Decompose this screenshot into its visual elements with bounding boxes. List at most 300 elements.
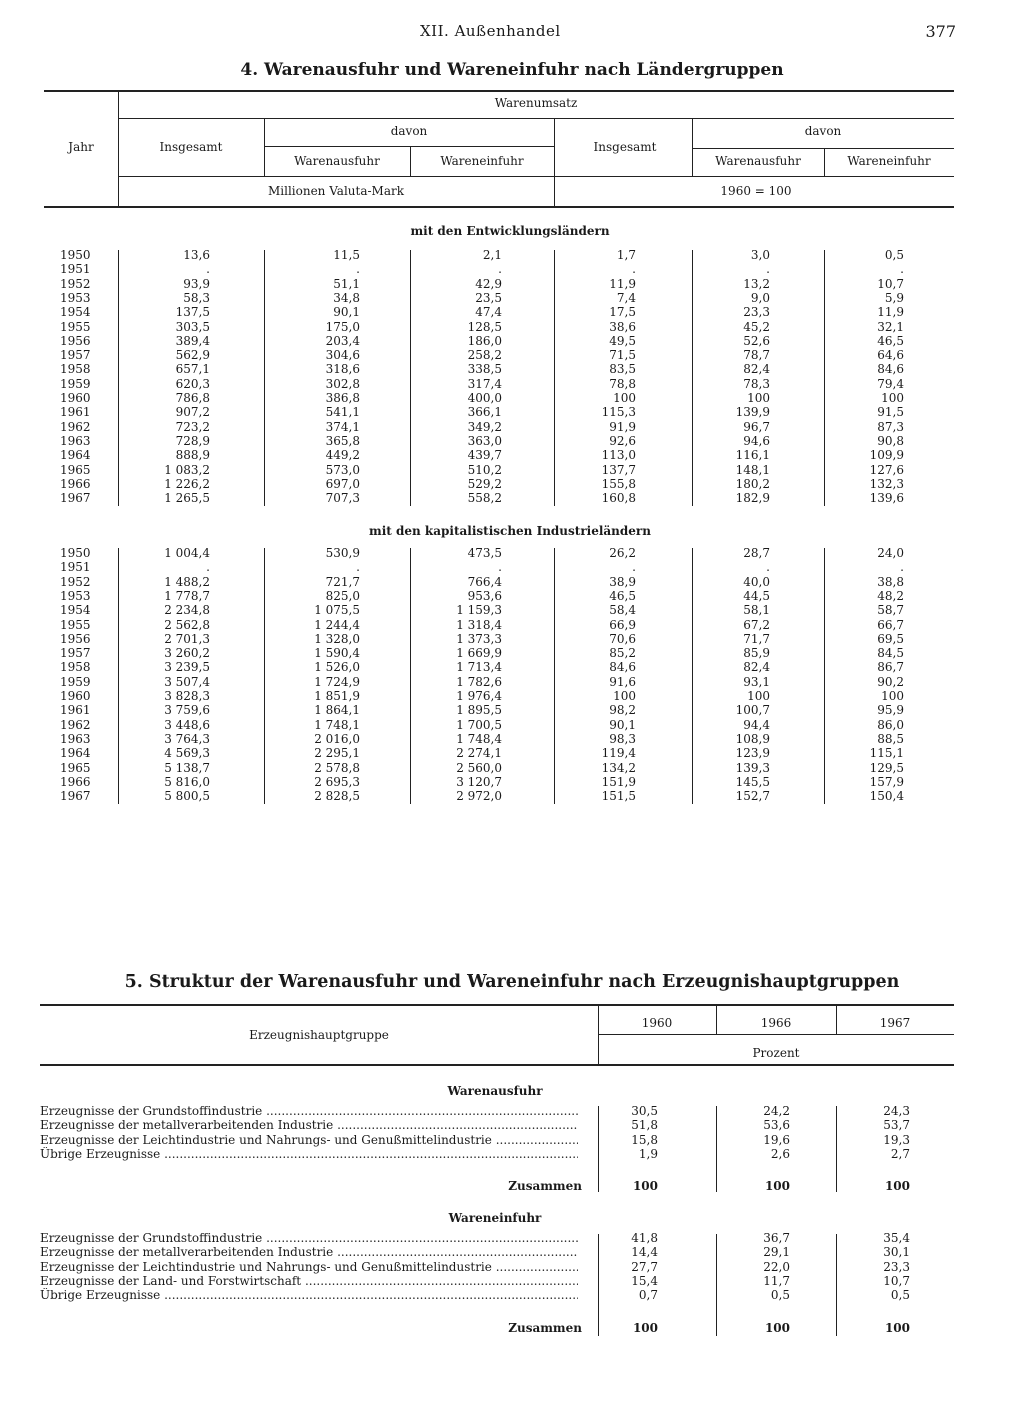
value-cell: 66,9 — [609, 617, 636, 632]
col-davon-left: davon — [390, 124, 428, 138]
value-cell: 58,1 — [743, 603, 770, 618]
value-cell: 100 — [747, 391, 770, 405]
value-cell: 13,2 — [743, 276, 770, 291]
value-cell: 98,3 — [609, 731, 636, 746]
value-cell: 530,9 — [325, 546, 360, 560]
section-warenausfuhr-title: Warenausfuhr — [447, 1084, 543, 1098]
value-cell: 127,6 — [869, 462, 904, 477]
year-cell: 1960 — [60, 391, 91, 405]
value-cell: 38,8 — [877, 574, 904, 589]
year-cell: 1952 — [60, 574, 91, 589]
value-cell: 1 244,4 — [314, 617, 360, 632]
value-cell: 49,5 — [609, 333, 636, 348]
table-row — [0, 362, 1024, 376]
year-cell: 1957 — [60, 646, 91, 661]
value-cell: 53,6 — [763, 1118, 790, 1133]
value-cell: 2 695,3 — [314, 774, 360, 789]
value-cell: 1 083,2 — [164, 462, 210, 477]
col-ausfuhr-right: Warenausfuhr — [715, 154, 801, 168]
value-cell: 1 318,4 — [456, 617, 502, 632]
value-cell: 3 764,3 — [164, 731, 210, 746]
table5-title: 5. Struktur der Warenausfuhr und Wareneinfuhr nach Erzeugnishauptgruppen — [124, 972, 900, 992]
table-row — [0, 675, 1024, 689]
value-cell: 620,3 — [175, 376, 210, 391]
table-row — [0, 420, 1024, 434]
value-cell: 1 748,1 — [314, 717, 360, 732]
value-cell: 90,1 — [333, 305, 360, 320]
value-cell: . — [632, 262, 636, 277]
value-cell: 139,3 — [735, 760, 770, 775]
group-label: Erzeugnisse der Leichtindustrie und Nahrungs- und Genußmittelindustrie ..... — [40, 1133, 578, 1147]
table-row — [0, 575, 1024, 589]
group-label: Erzeugnisse der metallverarbeitenden Industrie ..... — [40, 1118, 578, 1132]
total-label: Zusammen — [508, 1179, 582, 1193]
table-row — [0, 703, 1024, 717]
value-cell: 1 895,5 — [456, 703, 502, 718]
value-cell: 129,5 — [869, 760, 904, 775]
value-cell: 1 226,2 — [164, 476, 210, 491]
value-cell: 3 260,2 — [164, 646, 210, 661]
value-cell: 723,2 — [175, 419, 210, 434]
value-cell: 123,9 — [735, 746, 770, 761]
table-row — [0, 1288, 1024, 1302]
value-cell: 132,3 — [869, 476, 904, 491]
value-cell: 151,9 — [601, 774, 636, 789]
value-cell: 15,8 — [631, 1132, 658, 1147]
year-cell: 1950 — [60, 546, 91, 560]
value-cell: . — [498, 560, 502, 575]
value-cell: 1 778,7 — [164, 588, 210, 603]
year-cell: 1962 — [60, 717, 91, 732]
value-cell: 203,4 — [325, 333, 360, 348]
value-cell: 155,8 — [601, 476, 636, 491]
value-cell: 46,5 — [877, 333, 904, 348]
year-cell: 1966 — [60, 774, 91, 789]
table-row — [0, 291, 1024, 305]
value-cell: 19,6 — [763, 1132, 790, 1147]
table4-title: 4. Warenausfuhr und Wareneinfuhr nach Ländergruppen — [240, 60, 784, 80]
value-cell: 5 800,5 — [164, 789, 210, 804]
value-cell: 318,6 — [325, 362, 360, 377]
table-row — [0, 689, 1024, 703]
value-cell: 707,3 — [325, 491, 360, 506]
value-cell: . — [900, 262, 904, 277]
table-row — [0, 305, 1024, 319]
value-cell: . — [766, 560, 770, 575]
value-cell: 90,8 — [877, 433, 904, 448]
value-cell: 91,5 — [877, 405, 904, 420]
value-cell: 1 748,4 — [456, 731, 502, 746]
value-cell: 3 448,6 — [164, 717, 210, 732]
year-cell: 1952 — [60, 276, 91, 291]
value-cell: 84,5 — [877, 646, 904, 661]
value-cell: 786,8 — [175, 391, 210, 405]
value-cell: 1 724,9 — [314, 674, 360, 689]
value-cell: 24,3 — [883, 1104, 910, 1118]
value-cell: 150,4 — [869, 789, 904, 804]
value-cell: 728,9 — [175, 433, 210, 448]
col-jahr: Jahr — [68, 140, 94, 154]
value-cell: 697,0 — [325, 476, 360, 491]
value-cell: 100,7 — [735, 703, 770, 718]
group-label: Übrige Erzeugnisse ..... — [40, 1147, 578, 1161]
table-row — [0, 405, 1024, 419]
value-cell: 151,5 — [601, 789, 636, 804]
total-value: 100 — [764, 1179, 790, 1193]
value-cell: 473,5 — [467, 546, 502, 560]
value-cell: 4 569,3 — [164, 746, 210, 761]
year-cell: 1961 — [60, 405, 91, 420]
value-cell: 93,9 — [183, 276, 210, 291]
value-cell: 84,6 — [877, 362, 904, 377]
year-cell: 1967 — [60, 789, 91, 804]
value-cell: 1 700,5 — [456, 717, 502, 732]
value-cell: 2,6 — [770, 1146, 790, 1161]
year-cell: 1956 — [60, 333, 91, 348]
value-cell: 2 562,8 — [164, 617, 210, 632]
table-row — [0, 448, 1024, 462]
table-row — [0, 618, 1024, 632]
value-cell: 1,7 — [616, 248, 636, 262]
table-row — [0, 646, 1024, 660]
table-row — [0, 1260, 1024, 1274]
value-cell: 510,2 — [467, 462, 502, 477]
value-cell: 1 976,4 — [456, 689, 502, 703]
value-cell: 5 816,0 — [164, 774, 210, 789]
table-row — [0, 660, 1024, 674]
value-cell: 10,7 — [883, 1273, 910, 1288]
value-cell: 5,9 — [884, 290, 904, 305]
table-row — [0, 732, 1024, 746]
total-row — [0, 1179, 1024, 1193]
value-cell: 1 328,0 — [314, 631, 360, 646]
value-cell: 258,2 — [467, 348, 502, 363]
value-cell: 90,2 — [877, 674, 904, 689]
unit-prozent: Prozent — [752, 1046, 800, 1060]
total-value: 100 — [632, 1321, 658, 1335]
value-cell: 449,2 — [325, 448, 360, 463]
year-cell: 1959 — [60, 376, 91, 391]
value-cell: 304,6 — [325, 348, 360, 363]
year-cell: 1958 — [60, 362, 91, 377]
value-cell: 83,5 — [609, 362, 636, 377]
value-cell: 45,2 — [743, 319, 770, 334]
value-cell: 3 120,7 — [456, 774, 502, 789]
value-cell: 139,6 — [869, 491, 904, 506]
total-value: 100 — [884, 1179, 910, 1193]
value-cell: 3 759,6 — [164, 703, 210, 718]
value-cell: 1,9 — [638, 1146, 658, 1161]
value-cell: 1 488,2 — [164, 574, 210, 589]
group-label: Erzeugnisse der Grundstoffindustrie ..... — [40, 1231, 578, 1245]
value-cell: 88,5 — [877, 731, 904, 746]
value-cell: 338,5 — [467, 362, 502, 377]
table-row — [0, 277, 1024, 291]
value-cell: 34,8 — [333, 290, 360, 305]
value-cell: 145,5 — [735, 774, 770, 789]
value-cell: 148,1 — [735, 462, 770, 477]
value-cell: . — [632, 560, 636, 575]
year-cell: 1960 — [60, 689, 91, 703]
value-cell: 48,2 — [877, 588, 904, 603]
value-cell: 44,5 — [743, 588, 770, 603]
value-cell: 657,1 — [175, 362, 210, 377]
value-cell: 35,4 — [883, 1231, 910, 1245]
value-cell: 15,4 — [631, 1273, 658, 1288]
value-cell: 91,6 — [609, 674, 636, 689]
group-label: Erzeugnisse der Land- und Forstwirtschaft ..... — [40, 1274, 578, 1288]
col-insgesamt-left: Insgesamt — [159, 140, 223, 154]
table-row — [0, 391, 1024, 405]
value-cell: 28,7 — [743, 546, 770, 560]
value-cell: 11,9 — [877, 305, 904, 320]
value-cell: 38,6 — [609, 319, 636, 334]
value-cell: 91,9 — [609, 419, 636, 434]
table-row — [0, 434, 1024, 448]
value-cell: 46,5 — [609, 588, 636, 603]
year-cell: 1962 — [60, 419, 91, 434]
value-cell: 82,4 — [743, 362, 770, 377]
table-row — [0, 1104, 1024, 1118]
value-cell: 766,4 — [467, 574, 502, 589]
value-cell: 100 — [613, 689, 636, 703]
total-label: Zusammen — [508, 1321, 582, 1335]
value-cell: 573,0 — [325, 462, 360, 477]
value-cell: 36,7 — [763, 1231, 790, 1245]
value-cell: 3 828,3 — [164, 689, 210, 703]
value-cell: 23,3 — [883, 1259, 910, 1274]
value-cell: 2 274,1 — [456, 746, 502, 761]
value-cell: 100 — [613, 391, 636, 405]
year-cell: 1966 — [60, 476, 91, 491]
value-cell: 439,7 — [467, 448, 502, 463]
year-cell: 1963 — [60, 731, 91, 746]
total-row — [0, 1321, 1024, 1335]
value-cell: 365,8 — [325, 433, 360, 448]
table-row — [0, 632, 1024, 646]
value-cell: 374,1 — [325, 419, 360, 434]
value-cell: 30,1 — [883, 1245, 910, 1260]
value-cell: 94,4 — [743, 717, 770, 732]
value-cell: 1 851,9 — [314, 689, 360, 703]
value-cell: 87,3 — [877, 419, 904, 434]
value-cell: 7,4 — [616, 290, 636, 305]
col-einfuhr-right: Wareneinfuhr — [847, 154, 931, 168]
value-cell: 52,6 — [743, 333, 770, 348]
value-cell: 389,4 — [175, 333, 210, 348]
value-cell: 115,1 — [869, 746, 904, 761]
table-row — [0, 463, 1024, 477]
year-cell: 1954 — [60, 305, 91, 320]
value-cell: 119,4 — [601, 746, 636, 761]
value-cell: 953,6 — [467, 588, 502, 603]
year-cell: 1955 — [60, 617, 91, 632]
year-cell: 1958 — [60, 660, 91, 675]
total-value: 100 — [764, 1321, 790, 1335]
col-davon-right: davon — [804, 124, 842, 138]
col-ausfuhr-left: Warenausfuhr — [294, 154, 380, 168]
section-wareneinfuhr-title: Wareneinfuhr — [448, 1211, 542, 1225]
value-cell: 41,8 — [631, 1231, 658, 1245]
table-row — [0, 477, 1024, 491]
year-cell: 1955 — [60, 319, 91, 334]
value-cell: 128,5 — [467, 319, 502, 334]
value-cell: . — [206, 560, 210, 575]
section-industrielaender-title: mit den kapitalistischen Industrieländern — [369, 524, 651, 538]
value-cell: 134,2 — [601, 760, 636, 775]
value-cell: 139,9 — [735, 405, 770, 420]
value-cell: 1 669,9 — [456, 646, 502, 661]
table-row — [0, 1274, 1024, 1288]
value-cell: 386,8 — [325, 391, 360, 405]
value-cell: . — [356, 560, 360, 575]
value-cell: 0,5 — [890, 1288, 910, 1303]
value-cell: 2 828,5 — [314, 789, 360, 804]
value-cell: 2,1 — [482, 248, 502, 262]
year-cell: 1954 — [60, 603, 91, 618]
value-cell: 0,7 — [638, 1288, 658, 1303]
value-cell: 78,7 — [743, 348, 770, 363]
value-cell: 115,3 — [601, 405, 636, 420]
value-cell: 907,2 — [175, 405, 210, 420]
value-cell: 85,9 — [743, 646, 770, 661]
table-row — [0, 603, 1024, 617]
value-cell: 1 075,5 — [314, 603, 360, 618]
value-cell: 1 590,4 — [314, 646, 360, 661]
value-cell: 3,0 — [750, 248, 770, 262]
value-cell: 1 265,5 — [164, 491, 210, 506]
value-cell: 26,2 — [609, 546, 636, 560]
year-cell: 1967 — [60, 491, 91, 506]
value-cell: 53,7 — [883, 1118, 910, 1133]
value-cell: 558,2 — [467, 491, 502, 506]
col-warenumsatz: Warenumsatz — [494, 96, 578, 110]
group-label: Erzeugnisse der metallverarbeitenden Industrie ..... — [40, 1245, 578, 1259]
year-cell: 1957 — [60, 348, 91, 363]
year-cell: 1956 — [60, 631, 91, 646]
year-cell: 1965 — [60, 760, 91, 775]
value-cell: 11,9 — [609, 276, 636, 291]
value-cell: 90,1 — [609, 717, 636, 732]
table-row — [0, 1231, 1024, 1245]
unit-left: Millionen Valuta-Mark — [267, 184, 404, 198]
value-cell: 1 526,0 — [314, 660, 360, 675]
value-cell: 116,1 — [735, 448, 770, 463]
value-cell: 93,1 — [743, 674, 770, 689]
value-cell: 24,0 — [877, 546, 904, 560]
col-year-1966: 1966 — [760, 1016, 792, 1030]
group-label: Übrige Erzeugnisse ..... — [40, 1288, 578, 1302]
value-cell: 3 507,4 — [164, 674, 210, 689]
table-row — [0, 789, 1024, 803]
value-cell: 86,0 — [877, 717, 904, 732]
value-cell: 317,4 — [467, 376, 502, 391]
col-einfuhr-left: Wareneinfuhr — [440, 154, 524, 168]
year-cell: 1964 — [60, 746, 91, 761]
year-cell: 1951 — [60, 262, 91, 277]
table-row — [0, 761, 1024, 775]
year-cell: 1964 — [60, 448, 91, 463]
table-row — [0, 1133, 1024, 1147]
value-cell: 94,6 — [743, 433, 770, 448]
value-cell: 23,3 — [743, 305, 770, 320]
value-cell: 1 713,4 — [456, 660, 502, 675]
value-cell: 1 864,1 — [314, 703, 360, 718]
value-cell: 1 159,3 — [456, 603, 502, 618]
value-cell: 58,7 — [877, 603, 904, 618]
value-cell: 66,7 — [877, 617, 904, 632]
value-cell: 96,7 — [743, 419, 770, 434]
value-cell: . — [766, 262, 770, 277]
total-value: 100 — [632, 1179, 658, 1193]
table-row — [0, 262, 1024, 276]
value-cell: 23,5 — [475, 290, 502, 305]
year-cell: 1959 — [60, 674, 91, 689]
value-cell: 51,8 — [631, 1118, 658, 1133]
value-cell: 108,9 — [735, 731, 770, 746]
value-cell: 2,7 — [890, 1146, 910, 1161]
value-cell: 157,9 — [869, 774, 904, 789]
value-cell: 95,9 — [877, 703, 904, 718]
value-cell: 22,0 — [763, 1259, 790, 1274]
col-insgesamt-right: Insgesamt — [593, 140, 657, 154]
value-cell: 152,7 — [735, 789, 770, 804]
value-cell: 11,5 — [333, 248, 360, 262]
table-row — [0, 248, 1024, 262]
value-cell: 182,9 — [735, 491, 770, 506]
value-cell: 721,7 — [325, 574, 360, 589]
value-cell: 47,4 — [475, 305, 502, 320]
value-cell: 888,9 — [175, 448, 210, 463]
col-year-1960: 1960 — [641, 1016, 673, 1030]
value-cell: 100 — [881, 689, 904, 703]
value-cell: 529,2 — [467, 476, 502, 491]
value-cell: 1 004,4 — [164, 546, 210, 560]
value-cell: 303,5 — [175, 319, 210, 334]
col-year-1967: 1967 — [879, 1016, 911, 1030]
table-row — [0, 746, 1024, 760]
year-cell: 1961 — [60, 703, 91, 718]
value-cell: 180,2 — [735, 476, 770, 491]
value-cell: 58,3 — [183, 290, 210, 305]
value-cell: 2 234,8 — [164, 603, 210, 618]
value-cell: 13,6 — [183, 248, 210, 262]
value-cell: 42,9 — [475, 276, 502, 291]
total-value: 100 — [884, 1321, 910, 1335]
value-cell: 86,7 — [877, 660, 904, 675]
table-row — [0, 491, 1024, 505]
value-cell: 19,3 — [883, 1132, 910, 1147]
value-cell: 85,2 — [609, 646, 636, 661]
value-cell: 137,5 — [175, 305, 210, 320]
value-cell: 1 782,6 — [456, 674, 502, 689]
value-cell: 98,2 — [609, 703, 636, 718]
value-cell: 825,0 — [325, 588, 360, 603]
value-cell: 562,9 — [175, 348, 210, 363]
value-cell: 2 560,0 — [456, 760, 502, 775]
value-cell: 14,4 — [631, 1245, 658, 1260]
value-cell: 71,5 — [609, 348, 636, 363]
value-cell: 2 578,8 — [314, 760, 360, 775]
table-row — [0, 546, 1024, 560]
value-cell: 186,0 — [467, 333, 502, 348]
value-cell: 2 016,0 — [314, 731, 360, 746]
col-erzeugnishauptgruppe: Erzeugnishauptgruppe — [249, 1028, 389, 1042]
table-row — [0, 334, 1024, 348]
value-cell: 78,8 — [609, 376, 636, 391]
value-cell: 2 972,0 — [456, 789, 502, 804]
value-cell: 71,7 — [743, 631, 770, 646]
